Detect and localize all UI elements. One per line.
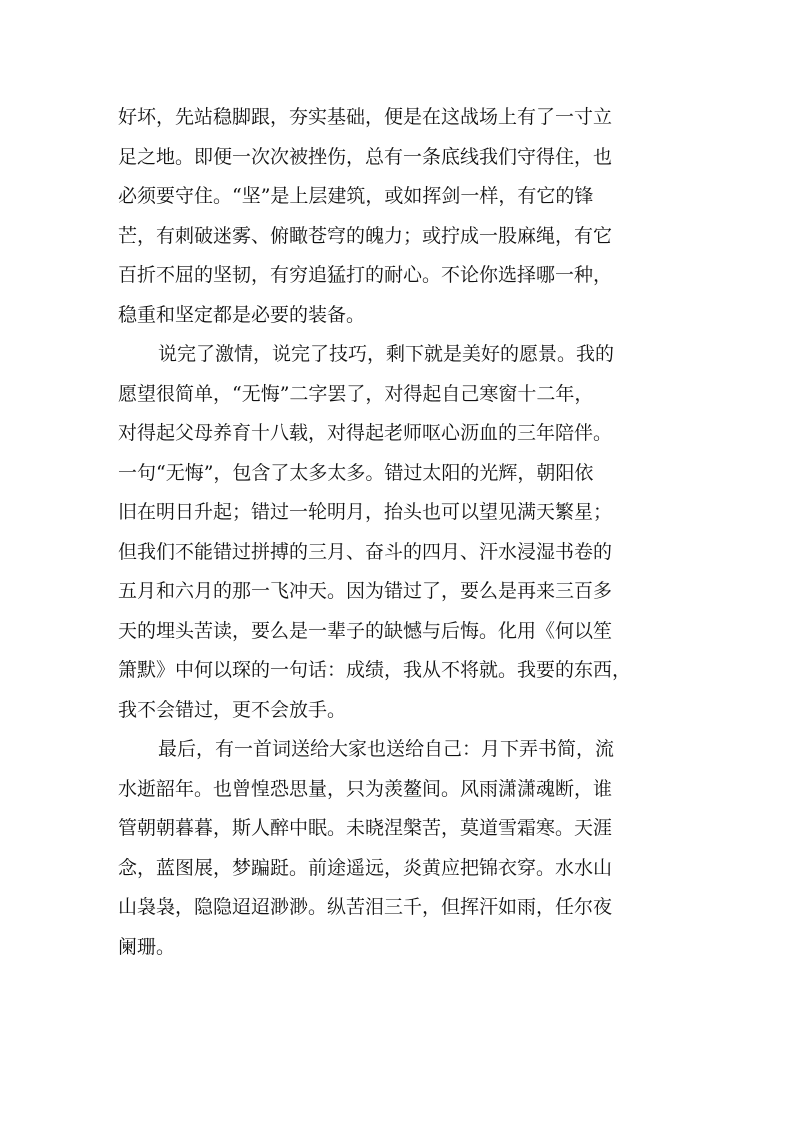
- paragraph-3-line-6: 阑珊。: [118, 935, 176, 958]
- document-body: [118, 98, 678, 967]
- paragraph-2-line-6: 但我们不能错过拼搏的三月、奋斗的四月、汗水浸湿书卷的: [118, 540, 613, 563]
- paragraph-1-line-1: 好坏，先站稳脚跟，夯实基础，便是在这战场上有了一寸立: [118, 106, 613, 128]
- paragraph-3-line-4: 念，蓝图展，梦蹁跹。前途遥远，炎黄应把锦衣穿。水水山: [118, 856, 613, 879]
- paragraph-1-line-2: 足之地。即便一次次被挫伤，总有一条底线我们守得住，也: [118, 145, 613, 168]
- paragraph-1-line-4: 芒，有刺破迷雾、俯瞰苍穹的魄力；或拧成一股麻绳，有它: [118, 224, 613, 247]
- paragraph-2-line-3: 对得起父母养育十八载，对得起老师呕心沥血的三年陪伴。: [118, 422, 613, 444]
- paragraph-3-line-1: 最后，有一首词送给大家也送给自己：月下弄书简，流: [158, 738, 615, 760]
- paragraph-3-line-2: 水逝韶年。也曾惶恐思量，只为羡鳌间。风雨潇潇魂断，谁: [118, 777, 613, 800]
- paragraph-2-line-1: 说完了激情，说完了技巧，剩下就是美好的愿景。我的: [158, 343, 615, 365]
- paragraph-2-line-10: 我不会错过，更不会放手。: [118, 698, 347, 721]
- paragraph-2-line-9: 箫默》中何以琛的一句话：成绩，我从不将就。我要的东西，: [118, 659, 632, 681]
- paragraph-2-line-4: 一句“无悔”，包含了太多太多。错过太阳的光辉，朝阳依: [118, 461, 594, 484]
- paragraph-1-line-5: 百折不屈的坚韧，有穷追猛打的耐心。不论你选择哪一种，: [118, 264, 613, 286]
- paragraph-3-line-5: 山袅袅，隐隐迢迢渺渺。纵苦泪三千，但挥汗如雨，任尔夜: [118, 896, 613, 918]
- paragraph-2-line-5: 旧在明日升起；错过一轮明月，抬头也可以望见满天繁星；: [118, 501, 613, 523]
- paragraph-3-line-3: 管朝朝暮暮，斯人醉中眠。未晓涅槃苦，莫道雪霜寒。天涯: [118, 817, 613, 839]
- paragraph-2-line-7: 五月和六月的那一飞冲天。因为错过了，要么是再来三百多: [118, 580, 613, 602]
- paragraph-2-line-8: 天的埋头苦读，要么是一辈子的缺憾与后悔。化用《何以笙: [118, 619, 613, 642]
- paragraph-1-line-3: 必须要守住。“坚”是上层建筑，或如挥剑一样，有它的锋: [118, 185, 594, 207]
- paragraph-1-line-6: 稳重和坚定都是必要的装备。: [118, 303, 366, 326]
- paragraph-2-line-2: 愿望很简单，“无悔”二字罢了，对得起自己寒窗十二年，: [118, 382, 594, 405]
